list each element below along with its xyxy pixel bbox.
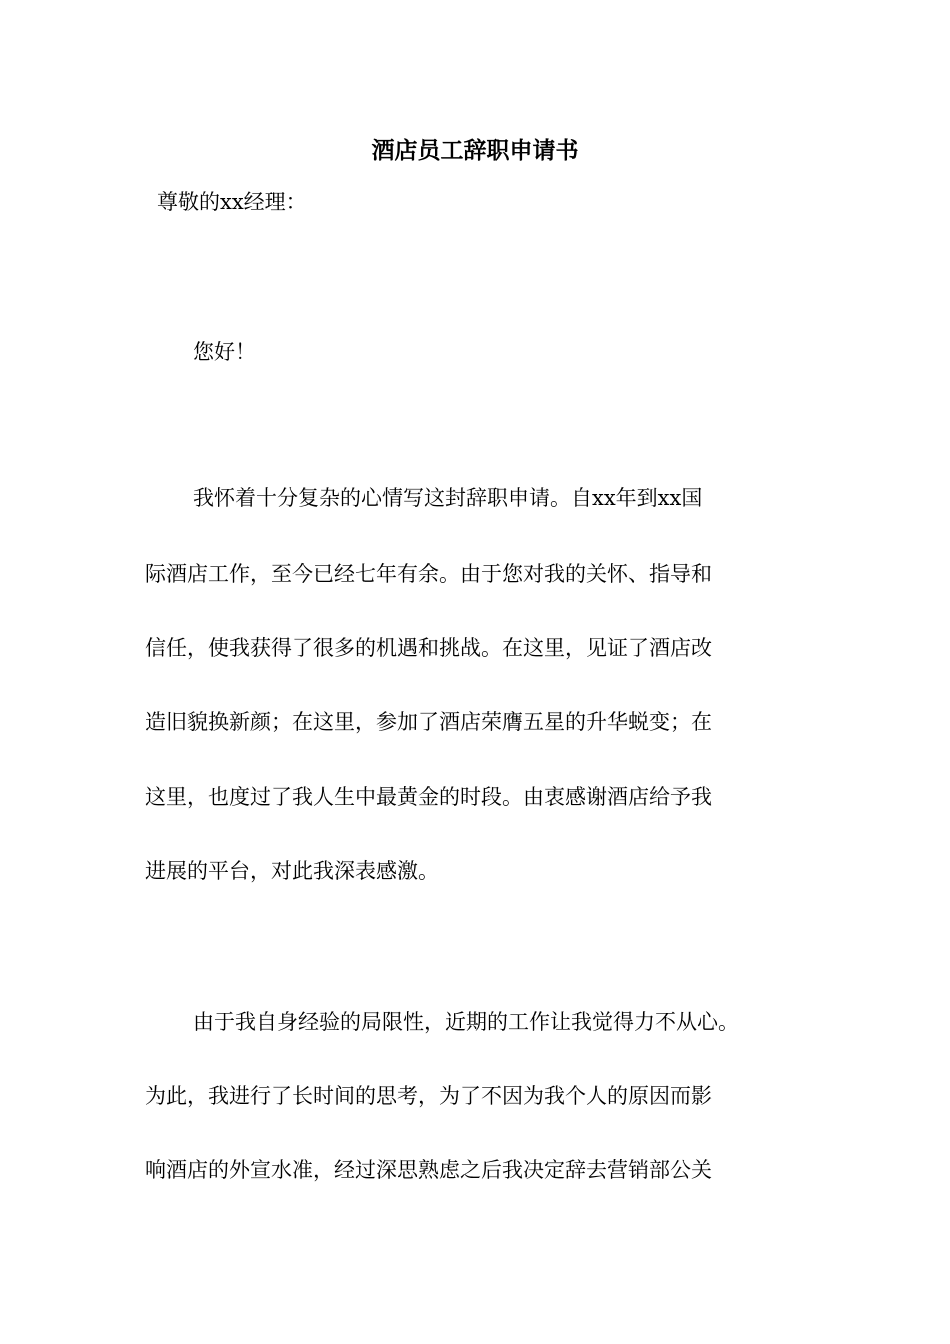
paragraph-2-line: 响酒店的外宣水准，经过深思熟虑之后我决定辞去营销部公关 (145, 1158, 712, 1182)
paragraph-2-line: 由于我自身经验的局限性，近期的工作让我觉得力不从心。 (193, 1010, 739, 1034)
salutation: 尊敬的xx经理： (157, 190, 307, 214)
paragraph-1-line: 信任，使我获得了很多的机遇和挑战。在这里，见证了酒店改 (145, 636, 712, 660)
paragraph-1-line: 造旧貌换新颜；在这里，参加了酒店荣膺五星的升华蜕变；在 (145, 710, 712, 734)
paragraph-2-line: 为此，我进行了长时间的思考，为了不因为我个人的原因而影 (145, 1084, 712, 1108)
paragraph-1-line: 际酒店工作，至今已经七年有余。由于您对我的关怀、指导和 (145, 562, 712, 586)
paragraph-1-line: 这里，也度过了我人生中最黄金的时段。由衷感谢酒店给予我 (145, 785, 712, 809)
document-title: 酒店员工辞职申请书 (371, 137, 579, 164)
greeting: 您好！ (193, 340, 256, 364)
paragraph-1-line: 进展的平台，对此我深表感激。 (145, 859, 439, 883)
paragraph-1-line: 我怀着十分复杂的心情写这封辞职申请。自xx年到xx国 (193, 486, 703, 510)
